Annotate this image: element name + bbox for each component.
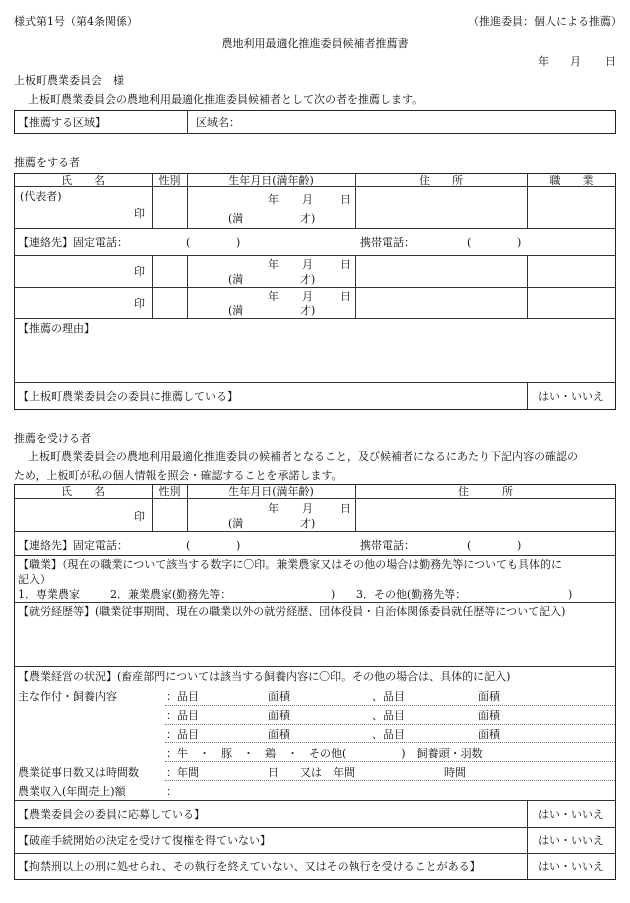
job-description-1: 【職業】（現在の職業について該当する数字に〇印。兼業農家又はその他の場合は勤務先等についても具体的に xyxy=(18,558,563,571)
crop-area: 面積 xyxy=(478,709,500,722)
crop-area: 面積 xyxy=(478,690,500,703)
paren-close: ) xyxy=(568,588,573,601)
question-criminal: 【拘禁刑以上の刑に処せられ、その執行を終えていない、又はその執行を受けることがある】 xyxy=(18,860,481,873)
recommendation-type: （推進委員：個人による推薦） xyxy=(468,15,622,28)
work-days-label: 農業従事日数又は時間数 xyxy=(18,766,139,779)
age-open: (満 xyxy=(228,212,244,225)
candidate-heading: 推薦を受ける者 xyxy=(14,432,91,445)
question-bankruptcy: 【破産手続開始の決定を受けて復権を得ていない】 xyxy=(18,834,271,847)
area-name-field[interactable]: 区域名： xyxy=(196,116,240,129)
birth-day: 日 xyxy=(340,193,351,206)
work-hours-unit: 時間 xyxy=(444,766,466,779)
consent-text-2: ため，上板町が私の個人情報を照会・確認することを承諾します。 xyxy=(14,469,343,482)
crop-item: 、品目 xyxy=(372,709,405,722)
recommender-heading: 推薦をする者 xyxy=(14,156,80,169)
col-sex: 性別 xyxy=(158,174,181,187)
seal-mark: 印 xyxy=(134,265,145,278)
career-label: 【就労経歴等】(職業従事期間、現在の職業以外の就労経歴、団体役員・自治体関係委員就任歴等について記入) xyxy=(18,605,566,618)
document-title: 農地利用最適化推進委員候補者推薦書 xyxy=(221,37,409,50)
paren-open: ( xyxy=(186,539,191,552)
crop-area: 面積 xyxy=(268,709,290,722)
birth-day: 日 xyxy=(340,290,351,303)
form-number: 様式第1号（第4条関係） xyxy=(14,15,138,28)
paren-close: ) xyxy=(331,588,336,601)
intro-text: 上板町農業委員会の農地利用最適化推進委員候補者として次の者を推薦します。 xyxy=(28,93,424,106)
recommender-table xyxy=(14,173,616,410)
col-birth: 生年月日(満年齢) xyxy=(228,174,314,187)
age-close: 才) xyxy=(300,212,316,225)
crop-item: ：品目 xyxy=(166,709,199,722)
job-description-2: 記入） xyxy=(18,573,51,586)
birth-year: 年 xyxy=(268,193,279,206)
birth-year: 年 xyxy=(268,502,279,515)
livestock-options[interactable]: ：牛 ・ 豚 ・ 鶏 ・ その他( ) 飼養頭・羽数 xyxy=(166,747,483,760)
work-days-unit: 日 xyxy=(268,766,279,779)
yes-no-choice[interactable]: はい・いいえ xyxy=(538,390,604,403)
birth-month: 月 xyxy=(302,258,313,271)
crop-area: 面積 xyxy=(478,728,500,741)
paren-close: ) xyxy=(236,236,241,249)
date-day: 日 xyxy=(605,55,616,68)
contact-mobile-label: 携帯電話： xyxy=(360,236,415,249)
age-close: 才) xyxy=(300,517,316,530)
age-open: (満 xyxy=(228,304,244,317)
age-open: (満 xyxy=(228,517,244,530)
member-recommend-question: 【上板町農業委員会の委員に推薦している】 xyxy=(18,390,238,403)
seal-mark: 印 xyxy=(134,510,145,523)
area-label: 【推薦する区域】 xyxy=(18,116,106,129)
birth-day: 日 xyxy=(340,258,351,271)
crop-label: 主な作付・飼養内容 xyxy=(18,690,117,703)
date-month: 月 xyxy=(570,55,581,68)
crop-item: 、品目 xyxy=(372,690,405,703)
addressee: 上板町農業委員会 様 xyxy=(14,74,124,87)
crop-item: ：品目 xyxy=(166,728,199,741)
col-birth: 生年月日(満年齢) xyxy=(228,485,314,498)
yes-no-choice[interactable]: はい・いいえ xyxy=(538,808,604,821)
age-close: 才) xyxy=(300,304,316,317)
crop-area: 面積 xyxy=(268,728,290,741)
work-hours-or: 又は 年間 xyxy=(300,766,355,779)
job-option-part-time[interactable]: 2．兼業農家(勤務先等： xyxy=(110,588,232,601)
yes-no-choice[interactable]: はい・いいえ xyxy=(538,834,604,847)
job-option-other[interactable]: 3．その他(勤務先等： xyxy=(356,588,467,601)
age-close: 才) xyxy=(300,273,316,286)
farm-status-label: 【農業経営の状況】(畜産部門については該当する飼養内容に〇印。その他の場合は、具体的に記入) xyxy=(18,670,511,683)
paren-open: ( xyxy=(467,236,472,249)
col-job: 職 業 xyxy=(549,174,594,187)
work-days-value: ：年間 xyxy=(166,766,199,779)
birth-year: 年 xyxy=(268,258,279,271)
question-applied: 【農業委員会の委員に応募している】 xyxy=(18,808,205,821)
seal-mark: 印 xyxy=(134,207,145,220)
paren-close: ) xyxy=(517,539,522,552)
reason-label: 【推薦の理由】 xyxy=(18,322,95,335)
age-open: (満 xyxy=(228,273,244,286)
crop-item: 、品目 xyxy=(372,728,405,741)
contact-mobile-label: 携帯電話： xyxy=(360,539,415,552)
col-name: 氏 名 xyxy=(61,485,105,498)
crop-area: 面積 xyxy=(268,690,290,703)
col-sex: 性別 xyxy=(158,485,181,498)
yes-no-choice[interactable]: はい・いいえ xyxy=(538,860,604,873)
col-name: 氏 名 xyxy=(61,174,105,187)
seal-mark: 印 xyxy=(134,297,145,310)
col-address: 住 所 xyxy=(458,485,513,498)
paren-close: ) xyxy=(517,236,522,249)
paren-close: ) xyxy=(236,539,241,552)
paren-open: ( xyxy=(467,539,472,552)
birth-month: 月 xyxy=(302,193,313,206)
income-value: ： xyxy=(166,785,177,798)
representative-label: (代表者) xyxy=(20,190,62,203)
birth-day: 日 xyxy=(340,502,351,515)
paren-open: ( xyxy=(186,236,191,249)
date-year: 年 xyxy=(538,55,549,68)
contact-landline-label: 【連絡先】固定電話： xyxy=(18,539,128,552)
col-address: 住 所 xyxy=(419,174,463,187)
consent-text-1: 上板町農業委員会の農地利用最適化推進委員の候補者となること，及び候補者になるにあたり下記内容の確認の xyxy=(28,450,578,463)
birth-month: 月 xyxy=(302,502,313,515)
income-label: 農業収入(年間売上)額 xyxy=(18,785,126,798)
birth-year: 年 xyxy=(268,290,279,303)
job-option-full-time[interactable]: 1．専業農家 xyxy=(18,588,80,601)
crop-item: ：品目 xyxy=(166,690,199,703)
contact-landline-label: 【連絡先】固定電話： xyxy=(18,236,128,249)
birth-month: 月 xyxy=(302,290,313,303)
